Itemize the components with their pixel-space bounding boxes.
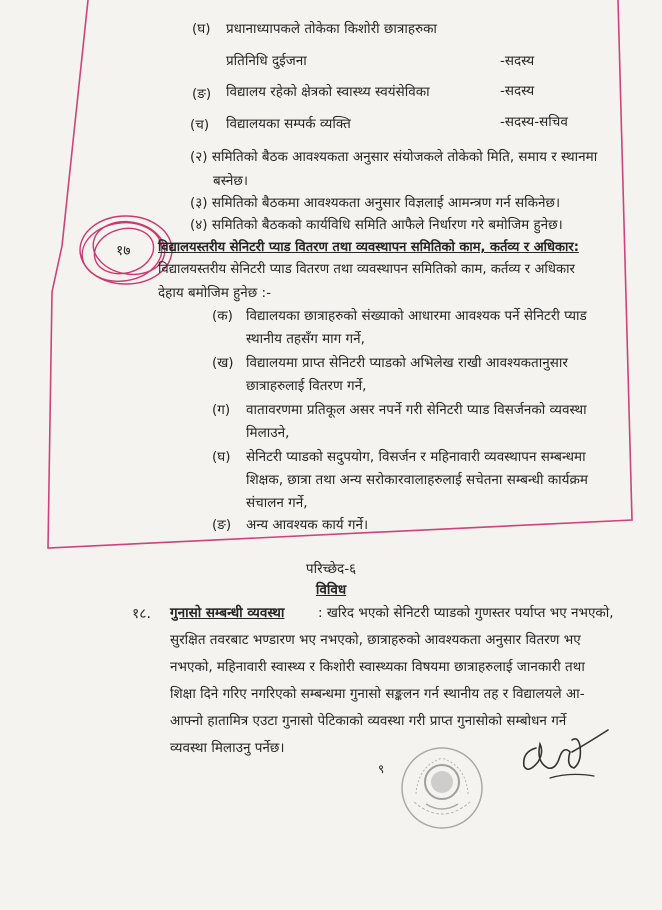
chapter-subtitle: विविध xyxy=(315,582,347,598)
clause-2-line2: बस्नेछ। xyxy=(213,173,248,189)
section-18-number: १८. xyxy=(132,606,152,622)
list-item-gha-line1: सेनिटरी प्याडको सदुपयोग, विसर्जन र महिनावारी व्यवस्थापन सम्बन्धमा xyxy=(246,449,586,465)
section-18-line3: नभएको, महिनावारी स्वास्थ्य र किशोरी स्वास्थ्यका विषयमा छात्राहरुलाई जानकारी तथा xyxy=(170,659,585,675)
section-18-heading: गुनासो सम्बन्धी व्यवस्था xyxy=(170,605,285,621)
section-18-line4: शिक्षा दिने गरिए नगरिएको सम्बन्धमा गुनासो सङ्कलन गर्न स्थानीय तह र विद्यालयले आ- xyxy=(170,686,585,702)
item-cha-text: विद्यालयका सम्पर्क व्यक्ति xyxy=(226,116,351,132)
list-item-gha-line3: संचालन गर्ने, xyxy=(246,495,308,511)
section-17-intro-line2: देहाय बमोजिम हुनेछ :- xyxy=(158,285,271,301)
page-number: ९ xyxy=(378,762,385,776)
section-18-line6: व्यवस्था मिलाउनु पर्नेछ। xyxy=(170,740,285,756)
list-item-ka-label: (क) xyxy=(212,308,233,324)
list-item-ga-line1: वातावरणमा प्रतिकूल असर नपर्ने गरी सेनिटरी प्याड विसर्जनको व्यवस्था xyxy=(246,402,587,418)
item-nga-text: विद्यालय रहेको क्षेत्रको स्वास्थ्य स्वयंसेविका xyxy=(226,84,430,100)
list-item-ka-line1: विद्यालयका छात्राहरुको संख्याको आधारमा आवश्यक पर्ने सेनिटरी प्याड xyxy=(246,308,587,324)
section-18-line1: : खरिद भएको सेनिटरी प्याडको गुणस्तर पर्याप्त भए नभएको, xyxy=(318,605,614,621)
item-cha-role: -सदस्य-सचिव xyxy=(500,114,568,130)
item-gha-label: (घ) xyxy=(192,21,211,37)
list-item-gha-line2: शिक्षक, छात्रा तथा अन्य सरोकारवालाहरुलाई सचेतना सम्बन्धी कार्यक्रम xyxy=(246,472,588,488)
signature-icon xyxy=(510,722,620,792)
list-item-kha-line2: छात्राहरुलाई वितरण गर्ने, xyxy=(246,378,367,394)
section-17-intro-line1: विद्यालयस्तरीय सेनिटरी प्याड वितरण तथा व्यवस्थापन समितिको काम, कर्तव्य र अधिकार xyxy=(158,262,575,277)
chapter-title: परिच्छेद-६ xyxy=(305,561,357,577)
list-item-gha-label: (घ) xyxy=(212,449,231,465)
section-17-heading: विद्यालयस्तरीय सेनिटरी प्याड वितरण तथा व्यवस्थापन समितिको काम, कर्तव्य र अधिकार: xyxy=(158,240,579,255)
section-18-line2: सुरक्षित तवरबाट भण्डारण भए नभएको, छात्राहरुको आवश्यकता अनुसार वितरण भए xyxy=(170,632,581,648)
item-cha-label: (च) xyxy=(190,117,210,133)
list-item-ga-label: (ग) xyxy=(212,402,231,418)
item-nga-role: -सदस्य xyxy=(500,83,535,99)
official-seal-icon xyxy=(396,742,488,834)
item-gha-cont: प्रतिनिधि दुईजना xyxy=(226,53,307,69)
item-gha-text: प्रधानाध्यापकले तोकेका किशोरी छात्राहरुका xyxy=(226,21,437,37)
clause-4: (४) समितिको बैठकको कार्यविधि समिति आफैले निर्धारण गरे बमोजिम हुनेछ। xyxy=(190,217,563,233)
list-item-ka-line2: स्थानीय तहसँग माग गर्ने, xyxy=(246,331,365,347)
list-item-nga-label: (ङ) xyxy=(212,517,232,533)
section-17-number: १७ xyxy=(116,243,131,259)
list-item-kha-line1: विद्यालयमा प्राप्त सेनिटरी प्याडको अभिलेख राखी आवश्यकतानुसार xyxy=(246,355,568,371)
list-item-kha-label: (ख) xyxy=(212,355,234,371)
list-item-ga-line2: मिलाउने, xyxy=(246,425,290,441)
list-item-nga-line1: अन्य आवश्यक कार्य गर्ने। xyxy=(246,517,369,533)
item-gha-role: -सदस्य xyxy=(500,53,535,69)
clause-3: (३) समितिको बैठकमा आवश्यकता अनुसार विज्ञलाई आमन्त्रण गर्न सकिनेछ। xyxy=(190,195,561,211)
section-18-line5: आफ्नो हातामित्र एउटा गुनासो पेटिकाको व्यवस्था गरी प्राप्त गुनासोको सम्बोधन गर्ने xyxy=(170,713,567,729)
clause-2-line1: (२) समितिको बैठक आवश्यकता अनुसार संयोजकले तोकेको मिति, समाय र स्थानमा xyxy=(190,149,598,165)
item-nga-label: (ङ) xyxy=(192,86,212,102)
